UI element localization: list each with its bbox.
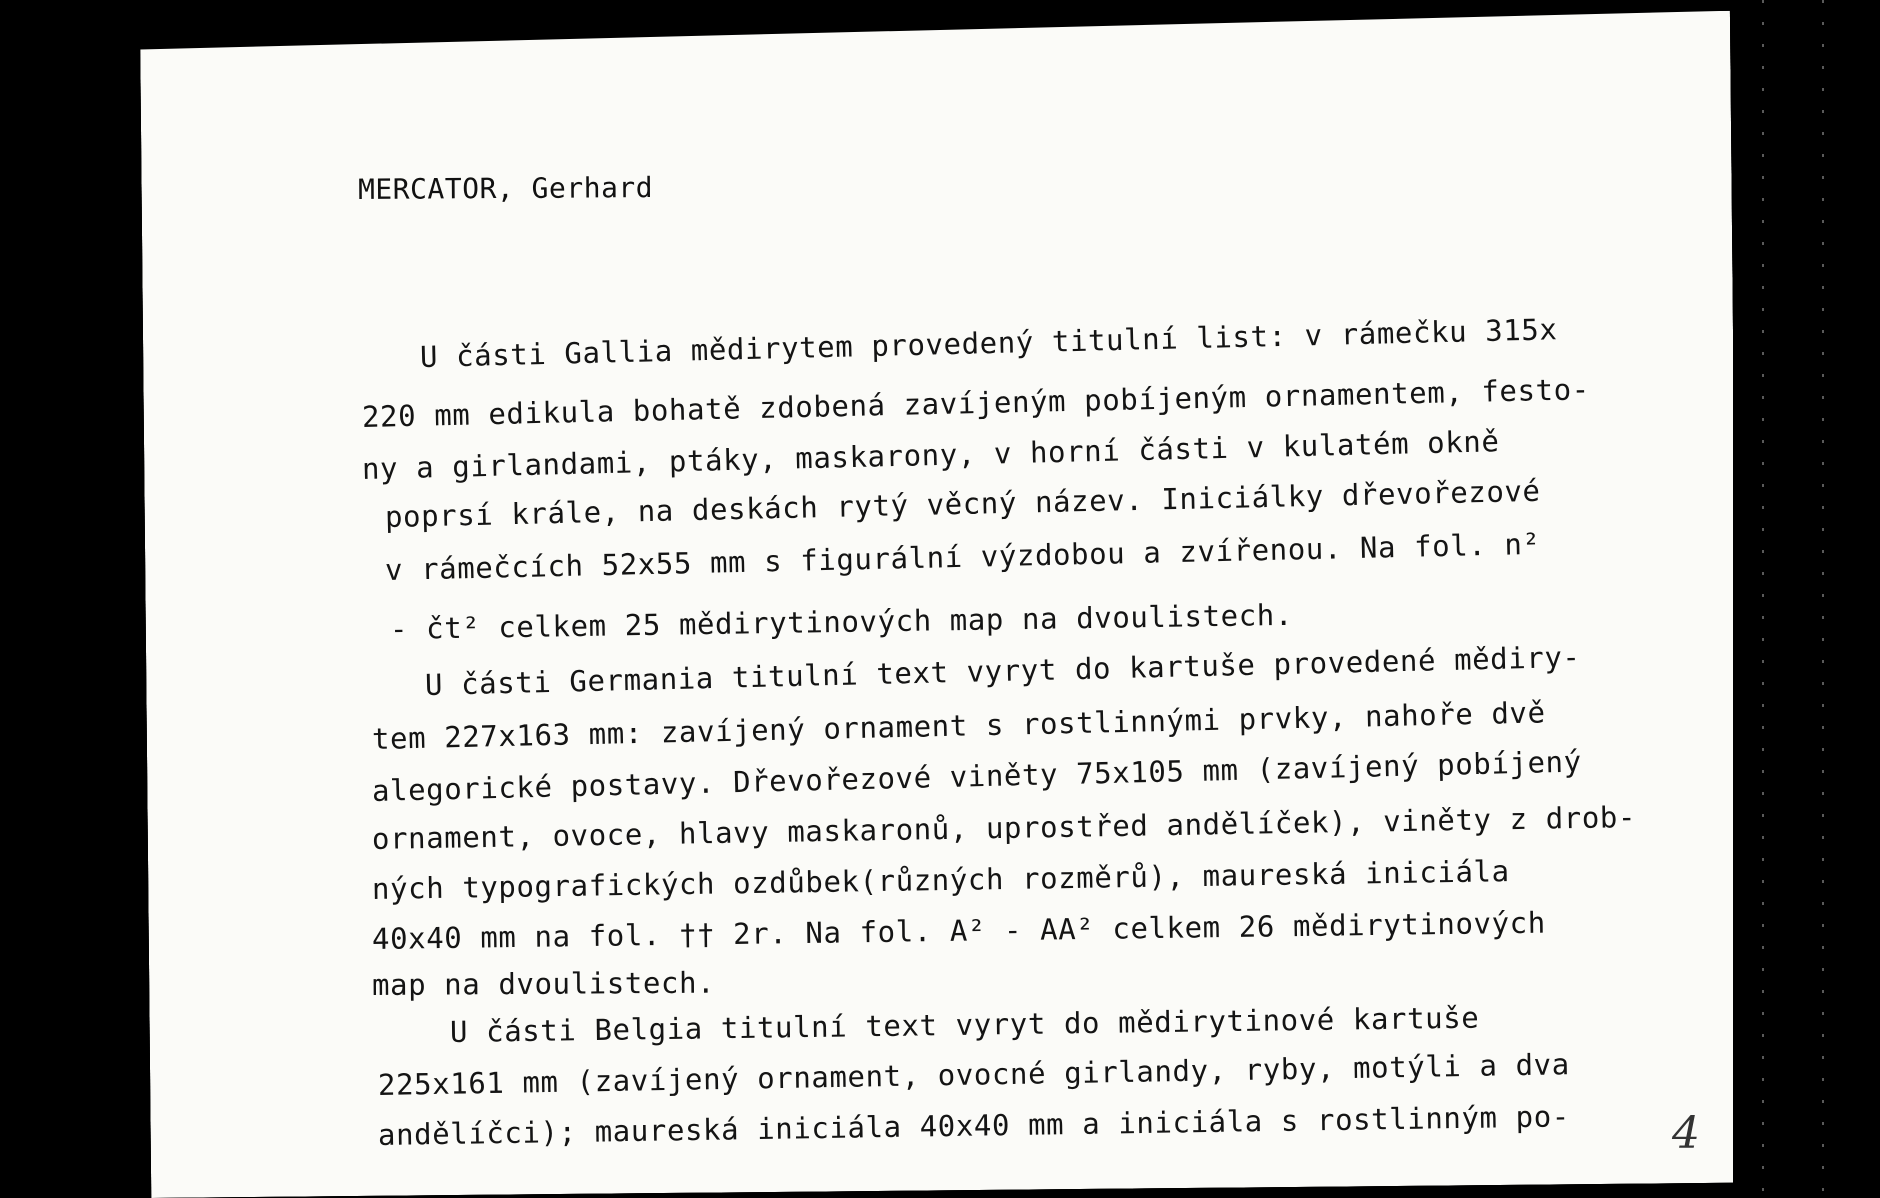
text-line: alegorické postavy. Dřevořezové viněty 75x105 mm (zavíjený pobíjený — [371, 744, 1583, 808]
text-line: ny a girlandami, ptáky, maskarony, v horní části v kulatém okně — [361, 424, 1500, 486]
scan-border-right — [1733, 0, 1880, 1198]
text-line: tem 227x163 mm: zavíjený ornament s rostlinnými prvky, nahoře dvě — [371, 695, 1546, 756]
card-heading: MERCATOR, Gerhard — [357, 170, 654, 207]
page-number: 4 — [1672, 1108, 1700, 1159]
scan-edge-mark — [1762, 0, 1764, 1198]
scan-edge-mark — [1822, 0, 1824, 1198]
text-line: v rámečcích 52x55 mm s figurální výzdobou a zvířenou. Na fol. n² — [384, 526, 1541, 587]
text-line: 40x40 mm na fol. †† 2r. Na fol. A² - AA² celkem 26 mědirytinových — [371, 905, 1546, 956]
text-line: U části Belgia titulní text vyryt do mědirytinové kartuše — [449, 1000, 1480, 1049]
text-line: U části Germania titulní text vyryt do kartuše provedené mědiry- — [424, 639, 1581, 702]
text-line: 225x161 mm (zavíjený ornament, ovocné girlandy, ryby, motýli a dva — [377, 1047, 1571, 1102]
text-line: ornament, ovoce, hlavy maskaronů, uprostřed andělíček), viněty z drob- — [371, 799, 1637, 856]
text-line: poprsí krále, na deskách rytý věcný název. Iniciálky dřevořezové — [384, 473, 1541, 534]
text-line: 220 mm edikula bohatě zdobená zavíjeným pobíjeným ornamentem, festo- — [361, 372, 1591, 434]
text-line: map na dvoulistech. — [371, 965, 716, 1002]
text-line: ných typografických ozdůbek(různých rozměrů), maureská iniciála — [371, 854, 1510, 906]
text-line: andělíčci); maureská iniciála 40x40 mm a iniciála s rostlinným po- — [377, 1099, 1571, 1152]
text-line: U části Gallia mědirytem provedený titulní list: v rámečku 315x — [419, 312, 1558, 374]
text-line: - čt² celkem 25 mědirytinových map na dvoulistech. — [389, 597, 1294, 646]
